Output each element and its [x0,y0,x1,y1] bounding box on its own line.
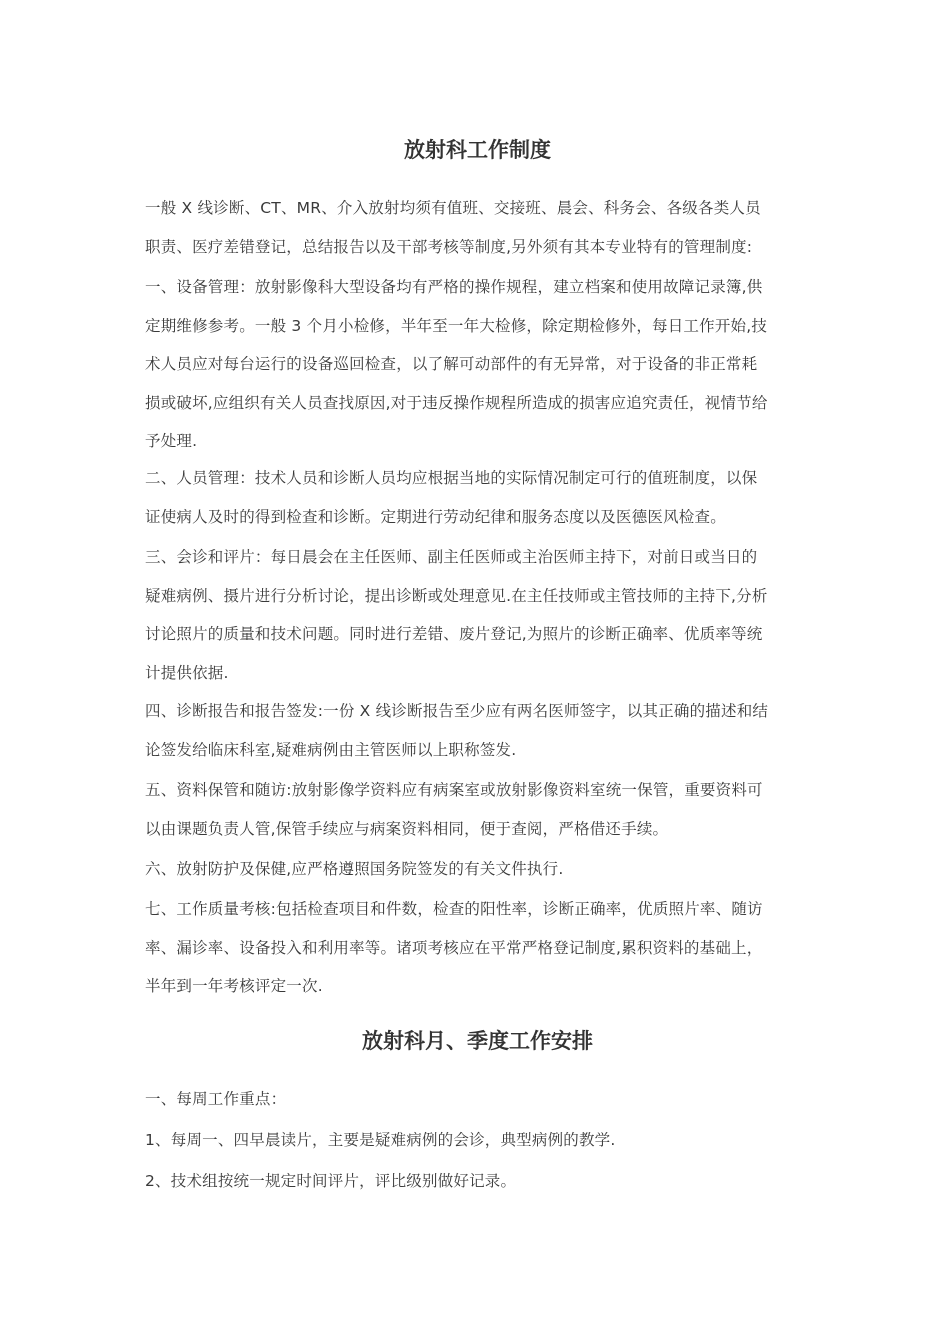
schedule-heading [145,1080,810,1119]
text-line: 证使病人及时的得到检查和诊断。定期进行劳动纪律和服务态度以及医德医风检查。 [145,507,726,526]
text-line: 1、每周一、四早晨读片，主要是疑难病例的会诊，典型病例的教学. [145,1131,616,1149]
text-line: 三、会诊和评片：每日晨会在主任医师、副主任医师或主治医师主持下，对前日或当日的 [145,548,758,566]
text-line: 六、放射防护及保健,应严格遵照国务院签发的有关文件执行. [145,860,564,878]
text-line: 二、人员管理：技术人员和诊断人员均应根据当地的实际情况制定可行的值班制度，以保 [145,469,758,487]
section-records-keeping [145,771,810,848]
text-line: 讨论照片的质量和技术问题。同时进行差错、废片登记,为照片的诊断正确率、优质率等统 [145,625,763,643]
schedule-title: 放射科月、季度工作安排 [362,1029,593,1053]
text-line: 四、诊断报告和报告签发:一份 X 线诊断报告至少应有两名医师签字，以其正确的描述和结 [145,702,769,720]
text-line: 七、工作质量考核:包括检查项目和件数，检查的阳性率，诊断正确率，优质照片率、随访 [145,900,763,918]
section-quality-assessment [145,890,810,1006]
text-line: 论签发给临床科室,疑难病例由主管医师以上职称签发. [145,740,517,759]
schedule-item [145,1162,810,1201]
text-line: 术人员应对每台运行的设备巡回检查，以了解可动部件的有无异常，对于设备的非正常耗 [145,355,758,373]
section-radiation-protection [145,850,810,889]
text-line: 职责、医疗差错登记，总结报告以及干部考核等制度,另外须有其本专业特有的管理制度: [145,237,753,256]
text-line: 损或破坏,应组织有关人员查找原因,对于违反操作规程所造成的损害应追究责任，视情节给 [145,393,768,412]
text-line: 半年到一年考核评定一次. [145,977,323,995]
text-line: 予处理. [145,432,198,450]
text-line: 以由课题负责人管,保管手续应与病案资料相同，便于查阅，严格借还手续。 [145,819,669,838]
text-line: 疑难病例、摄片进行分析讨论，提出诊断或处理意见.在主任技师或主管技师的主持下,分析 [145,586,768,605]
section-consultation [145,538,810,692]
text-line: 一、每周工作重点： [145,1090,287,1108]
section-staff-management [145,459,810,536]
text-line: 计提供依据. [145,663,229,682]
text-line: 一般 X 线诊断、CT、MR、介入放射均须有值班、交接班、晨会、科务会、各级各类人员 [145,199,761,217]
text-line: 2、技术组按统一规定时间评片，评比级别做好记录。 [145,1172,517,1190]
section-equipment-management [145,268,810,461]
text-line: 率、漏诊率、设备投入和利用率等。诸项考核应在平常严格登记制度,累积资料的基础上， [145,938,763,957]
text-line: 一、设备管理：放射影像科大型设备均有严格的操作规程，建立档案和使用故障记录簿,供 [145,278,763,296]
schedule-item [145,1121,810,1160]
intro-paragraph [145,189,810,266]
text-line: 定期维修参考。一般 3 个月小检修，半年至一年大检修，除定期检修外，每日工作开始,技 [145,316,768,335]
document-title: 放射科工作制度 [404,138,551,162]
section-diagnosis-report [145,692,810,769]
text-line: 五、资料保管和随访:放射影像学资料应有病案室或放射影像资料室统一保管，重要资料可 [145,781,763,799]
